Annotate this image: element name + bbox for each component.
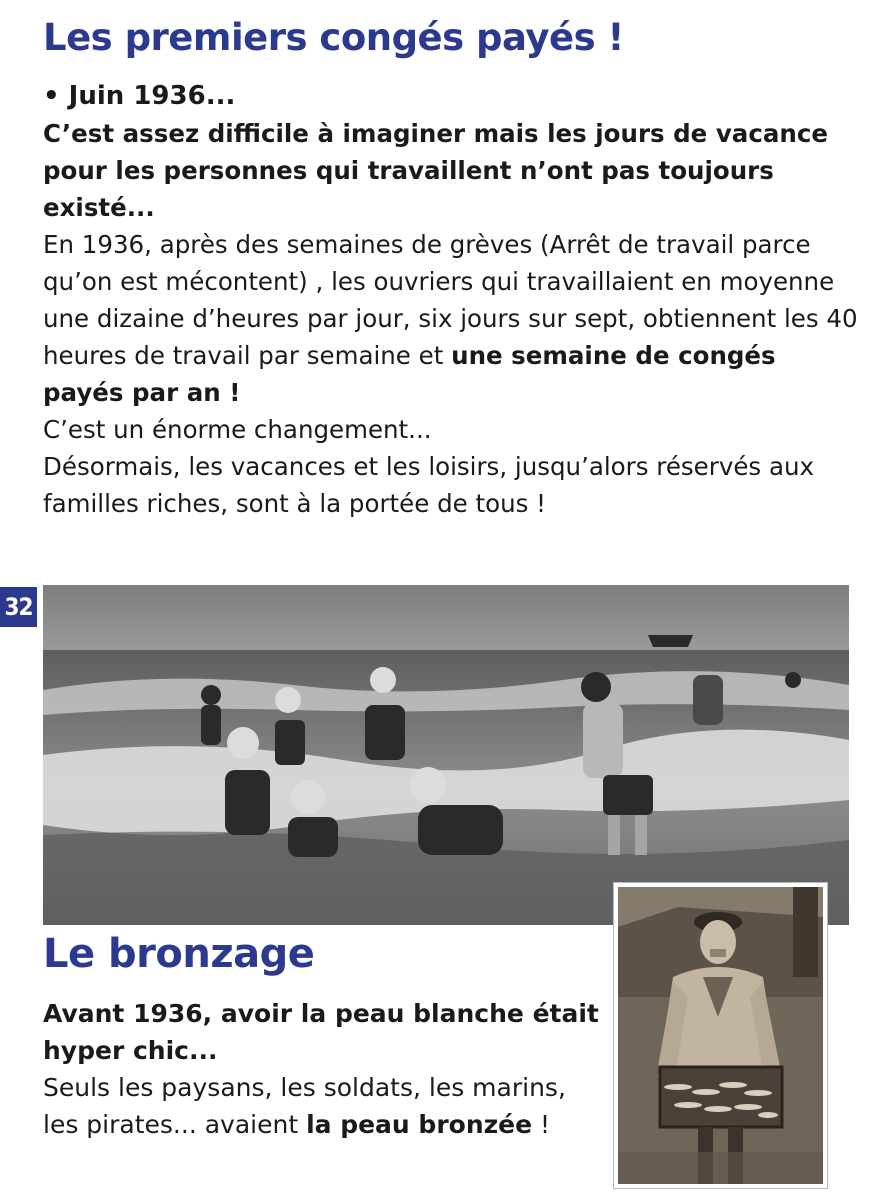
bronzage-body-text: Seuls les paysans, les soldats, les marins, les pirates... avaient	[43, 1073, 566, 1139]
intro-lead	[43, 115, 858, 226]
beach-photo-illustration	[43, 585, 849, 925]
bronzage-body-end: !	[532, 1110, 551, 1139]
page-number: 32	[0, 587, 37, 627]
beach-photo	[43, 585, 849, 925]
bronzage-lead	[43, 995, 603, 1069]
page-title: Les premiers congés payés !	[43, 16, 624, 59]
intro-line-2: C’est un énorme changement...	[43, 415, 432, 444]
intro-body-text: En 1936, après des semaines de grèves (Arrêt de travail parce qu’on est mécontent) , les ouvriers qui travaillaient en moyenne une dizaine d’heures par jour, six jours sur sept, obtiennent les 40 heures de travail par semaine et	[43, 230, 858, 370]
fisherman-photo	[614, 883, 827, 1188]
fisherman-photo-illustration	[618, 887, 823, 1184]
intro-body-bold: une semaine de congés payés par an !	[43, 341, 776, 407]
bronzage-body-bold: la peau bronzée	[306, 1110, 533, 1139]
bronzage-heading: Le bronzage	[43, 931, 315, 977]
bronzage-lead-text: Avant 1936, avoir la peau blanche était hyper chic...	[43, 999, 599, 1065]
bronzage-section	[43, 995, 603, 1143]
intro-section	[43, 78, 858, 522]
bronzage-body	[43, 1069, 603, 1143]
intro-body	[43, 226, 858, 411]
intro-subtitle: • Juin 1936...	[43, 81, 236, 111]
intro-line-3: Désormais, les vacances et les loisirs, jusqu’alors réservés aux familles riches, sont à la portée de tous !	[43, 452, 814, 518]
intro-lead-text: C’est assez difficile à imaginer mais les jours de vacance pour les personnes qui travaillent n’ont pas toujours existé...	[43, 119, 828, 222]
